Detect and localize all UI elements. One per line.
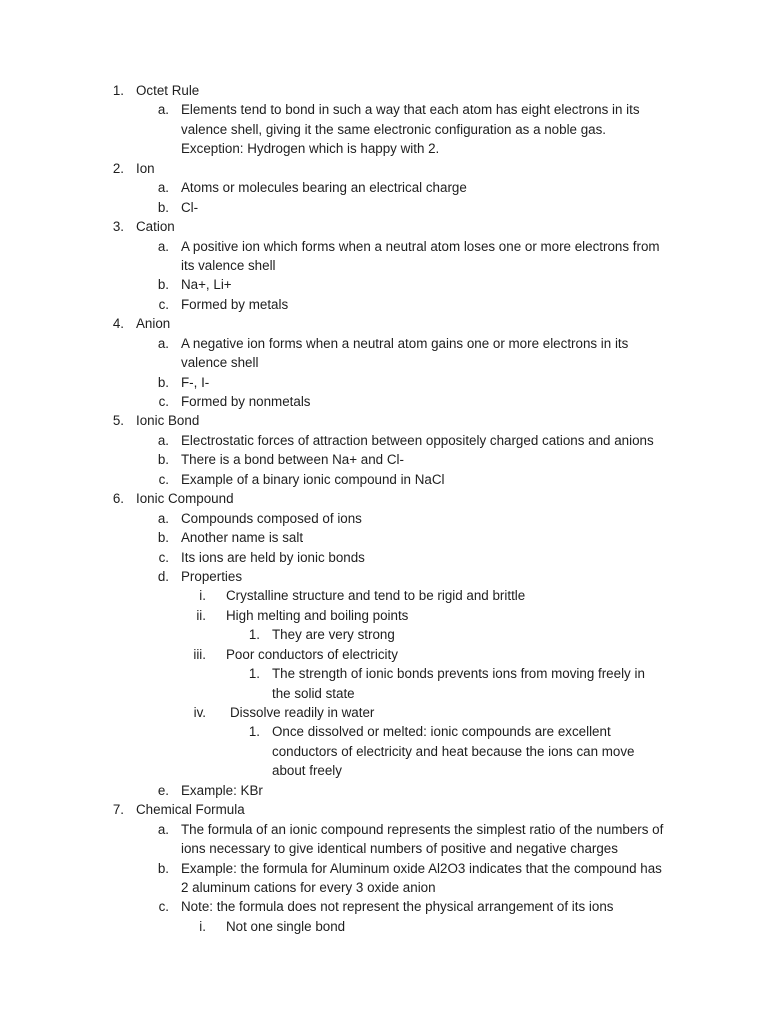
list-item-text: Its ions are held by ionic bonds [181,549,365,565]
outline-item-level-2 [0,509,768,528]
outline-item-level-2 [0,450,768,469]
outline-item-level-1 [0,314,768,333]
outline-item-level-1 [0,489,768,508]
list-item-text: F-, I- [181,374,210,390]
outline-item-level-2 [0,275,768,294]
list-marker: 7. [112,802,124,818]
outline-item-level-4 [0,664,768,683]
list-item-text: High melting and boiling points [226,607,409,623]
list-marker: b. [157,530,169,546]
outline-item-level-3 [0,703,768,722]
outline-item-level-2 [0,100,768,119]
outline-item-level-1 [0,800,768,819]
list-item-text: Ionic Bond [136,413,200,429]
list-marker: c. [158,394,169,409]
list-marker: a. [157,238,169,254]
list-item-text: Properties [181,568,243,584]
outline-item-level-2 [0,373,768,392]
list-marker: 3. [112,219,124,235]
list-marker: b. [157,452,169,468]
list-item-text: Exception: Hydrogen which is happy with 2. [181,141,440,157]
list-item-text: The formula of an ionic compound represents the simplest ratio of the numbers of [181,821,664,837]
list-marker: b. [157,374,169,390]
list-marker: a. [157,335,169,351]
outline-item-level-1 [0,217,768,236]
outline-item-level-2 [0,528,768,547]
list-item-text: 2 aluminum cations for every 3 oxide anion [181,879,436,895]
outline-item-level-2 [0,198,768,217]
list-marker: a. [157,102,169,118]
list-item-text: Poor conductors of electricity [226,646,398,662]
outline-item-level-2 [0,295,768,314]
outline-item-level-3 [0,917,768,936]
list-item-text: Crystalline structure and tend to be rigid and brittle [226,588,526,604]
list-item-text: Octet Rule [136,83,200,98]
list-item-text: A negative ion forms when a neutral atom gains one or more electrons in its [181,335,629,351]
outline-item-level-2 [0,820,768,839]
list-marker: c. [158,549,169,565]
outline-item-continuation [0,256,768,275]
outline-item-level-3 [0,606,768,625]
outline-item-level-2 [0,470,768,489]
outline-item-continuation [0,761,768,780]
list-item-text: Compounds composed of ions [181,510,362,526]
list-item-text: Formed by metals [181,296,289,312]
outline-item-level-4 [0,625,768,644]
list-item-text: Example of a binary ionic compound in NaCl [181,471,445,487]
outline-item-continuation [0,353,768,372]
list-item-text: Not one single bond [226,918,346,934]
list-marker: 1. [112,83,124,98]
list-marker: c. [158,471,169,487]
outline-item-level-1 [0,81,768,100]
list-marker: iii. [193,646,206,662]
list-item-text: A positive ion which forms when a neutral atom loses one or more electrons from [181,238,660,254]
list-marker: 1. [248,724,260,740]
list-item-text: Na+, Li+ [181,277,232,293]
outline-item-level-2 [0,178,768,197]
list-item-text: Electrostatic forces of attraction between oppositely charged cations and anions [181,432,654,448]
list-marker: a. [157,432,169,448]
list-item-text: ions necessary to give identical numbers of positive and negative charges [181,841,618,857]
list-item-text: Dissolve readily in water [230,705,375,720]
outline-item-continuation [0,742,768,761]
list-item-text: Ion [136,160,155,176]
list-item-text: They are very strong [272,627,395,643]
list-marker: 6. [112,491,124,507]
list-item-text: Example: KBr [181,782,263,798]
list-item-text: Chemical Formula [136,802,245,818]
list-marker: ii. [196,607,206,623]
outline-item-level-2 [0,334,768,353]
outline-item-continuation [0,684,768,703]
list-marker: b. [157,277,169,293]
outline-item-level-2 [0,548,768,567]
list-marker: i. [199,918,206,934]
outline-item-level-2 [0,781,768,800]
list-item-text: The strength of ionic bonds prevents ions from moving freely in [272,666,645,682]
list-item-text: Ionic Compound [136,491,234,507]
list-item-text: Formed by nonmetals [181,394,311,409]
list-marker: c. [158,296,169,312]
list-marker: d. [157,568,169,584]
list-item-text: Anion [136,316,171,332]
outline-item-continuation [0,878,768,897]
list-item-text: Another name is salt [181,530,304,546]
list-marker: 1. [248,666,260,682]
outline-item-level-1 [0,159,768,178]
list-marker: c. [158,899,169,915]
list-marker: a. [157,821,169,837]
outline-item-level-2 [0,237,768,256]
list-item-text: Cl- [181,199,199,215]
list-marker: 5. [112,413,124,429]
outline-item-level-3 [0,645,768,664]
list-marker: a. [157,510,169,526]
list-item-text: the solid state [272,685,355,701]
outline-item-level-2 [0,392,768,411]
outline-item-level-2 [0,431,768,450]
list-item-text: about freely [272,763,342,779]
list-marker: b. [157,199,169,215]
list-item-text: valence shell [181,355,259,371]
list-item-text: Cation [136,219,175,235]
list-marker: 4. [112,316,124,332]
list-item-text: There is a bond between Na+ and Cl- [181,452,404,468]
list-item-text: its valence shell [181,257,276,273]
list-item-text: Note: the formula does not represent the physical arrangement of its ions [181,899,614,915]
list-marker: iv. [193,705,206,720]
outline-item-continuation [0,839,768,858]
list-item-text: Atoms or molecules bearing an electrical charge [181,180,467,196]
list-marker: e. [157,782,169,798]
list-item-text: valence shell, giving it the same electronic configuration as a noble gas. [181,121,607,137]
list-item-text: Example: the formula for Aluminum oxide Al2O3 indicates that the compound has [181,860,662,876]
outline-item-level-2 [0,567,768,586]
outline-item-level-4 [0,722,768,741]
list-marker: 2. [112,160,124,176]
outline-item-level-1 [0,411,768,430]
list-marker: 1. [248,627,260,643]
outline-item-level-3 [0,586,768,605]
list-marker: i. [199,588,206,604]
outline-item-continuation [0,120,768,139]
outline-item-level-2 [0,897,768,916]
list-item-text: Once dissolved or melted: ionic compounds are excellent [272,724,611,740]
outline-item-level-2 [0,859,768,878]
outline-item-continuation [0,139,768,158]
list-marker: b. [157,860,169,876]
list-item-text: Elements tend to bond in such a way that each atom has eight electrons in its [181,102,640,118]
list-item-text: conductors of electricity and heat because the ions can move [272,743,635,759]
list-marker: a. [157,180,169,196]
outline-document [0,81,768,936]
